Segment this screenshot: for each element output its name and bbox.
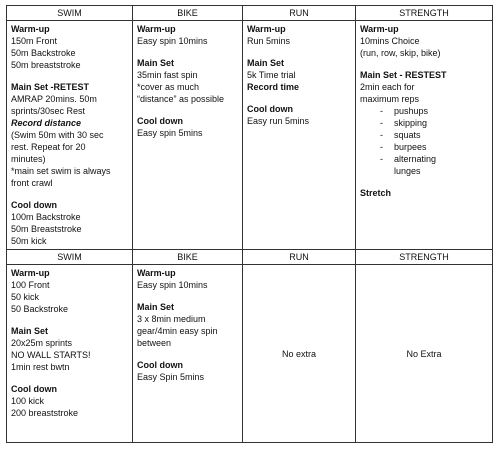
column-header-run: RUN [243,250,356,265]
section-title-cool-down: Cool down [11,200,57,210]
section-title-cool-down: Cool down [137,116,183,126]
column-header-run: RUN [243,6,356,21]
note-line: front crawl [11,178,53,188]
workout-line: 10mins Choice [360,36,420,46]
run-session-cell [243,21,356,250]
section-title-main-set: Main Set [137,58,175,68]
section-title-cool-down: Cool down [11,384,57,394]
note-line: minutes) [11,154,46,164]
header-row-week-1 [7,6,493,21]
workout-line: 200 breaststroke [11,408,79,418]
workout-line: 35min fast spin [137,70,198,80]
section-title-warmup: Warm-up [137,24,176,34]
workout-line: 100 kick [11,396,45,406]
section-title-cool-down: Cool down [247,104,293,114]
workout-line: 20x25m sprints [11,338,73,348]
workout-line: NO WALL STARTS! [11,350,91,360]
workout-line: 100 Front [11,280,50,290]
record-note: Record time [247,82,300,92]
run-no-extra-cell: No extra [243,265,356,443]
section-title-warmup: Warm-up [11,24,50,34]
section-title-main-set: Main Set -RETEST [11,82,90,92]
workout-line: 50m Backstroke [11,48,76,58]
section-title-warmup: Warm-up [360,24,399,34]
bike-session-cell [133,265,243,443]
workout-line: “distance” as possible [137,94,225,104]
session-row-week-1 [7,21,493,250]
workout-line: 5k Time trial [247,70,296,80]
section-title-warmup: Warm-up [11,268,50,278]
note-line: rest. Repeat for 20 [11,142,86,152]
header-row-week-2 [7,250,493,265]
workout-line: sprints/30sec Rest [11,106,86,116]
note-line: (Swim 50m with 30 sec [11,130,104,140]
workout-line: Easy Spin 5mins [137,372,205,382]
workout-line: 50 kick [11,292,40,302]
workout-line: gear/4min easy spin [137,326,218,336]
workout-line: 150m Front [11,36,58,46]
bike-session-cell [133,21,243,250]
workout-line: Easy spin 10mins [137,280,208,290]
column-header-bike: BIKE [133,250,243,265]
section-title-warmup: Warm-up [137,268,176,278]
section-title-stretch: Stretch [360,188,392,198]
section-title-warmup: Warm-up [247,24,286,34]
workout-line: *cover as much [137,82,200,92]
exercise-item: - pushups [394,105,488,117]
swim-session-cell [7,21,133,250]
strength-no-extra-cell: No Extra [356,265,493,443]
workout-line: Run 5mins [247,36,291,46]
workout-line: 1min rest bwtn [11,362,70,372]
training-plan-table [6,5,493,443]
workout-line: Easy spin 10mins [137,36,208,46]
column-header-strength: STRENGTH [356,250,493,265]
session-row-week-2 [7,265,493,443]
workout-line: 50m breaststroke [11,60,81,70]
note-line: *main set swim is always [11,166,111,176]
workout-line: maximum reps [360,94,420,104]
workout-line: 2min each for [360,82,415,92]
workout-line: 100m Backstroke [11,212,81,222]
exercise-item: - squats [394,129,488,141]
section-title-cool-down: Cool down [137,360,183,370]
workout-line: 50m Breaststroke [11,224,82,234]
section-title-main-set: Main Set [247,58,285,68]
column-header-swim: SWIM [7,6,133,21]
workout-line: Easy spin 5mins [137,128,203,138]
section-title-main-set: Main Set [137,302,175,312]
swim-session-cell [7,265,133,443]
exercise-item: - alternating lunges [394,153,454,177]
workout-line: 50 Backstroke [11,304,69,314]
record-note: Record distance [11,118,82,128]
strength-session-cell [356,21,493,250]
section-title-main-set: Main Set - RESTEST [360,70,447,80]
exercise-list [360,105,488,177]
workout-line: 3 x 8min medium [137,314,206,324]
exercise-item: - skipping [394,117,488,129]
workout-line: Easy run 5mins [247,116,310,126]
section-title-main-set: Main Set [11,326,49,336]
workout-line: 50m kick [11,236,47,246]
workout-line: AMRAP 20mins. 50m [11,94,97,104]
column-header-bike: BIKE [133,6,243,21]
workout-line: between [137,338,172,348]
workout-line: (run, row, skip, bike) [360,48,441,58]
column-header-swim: SWIM [7,250,133,265]
exercise-item: - burpees [394,141,488,153]
column-header-strength: STRENGTH [356,6,493,21]
